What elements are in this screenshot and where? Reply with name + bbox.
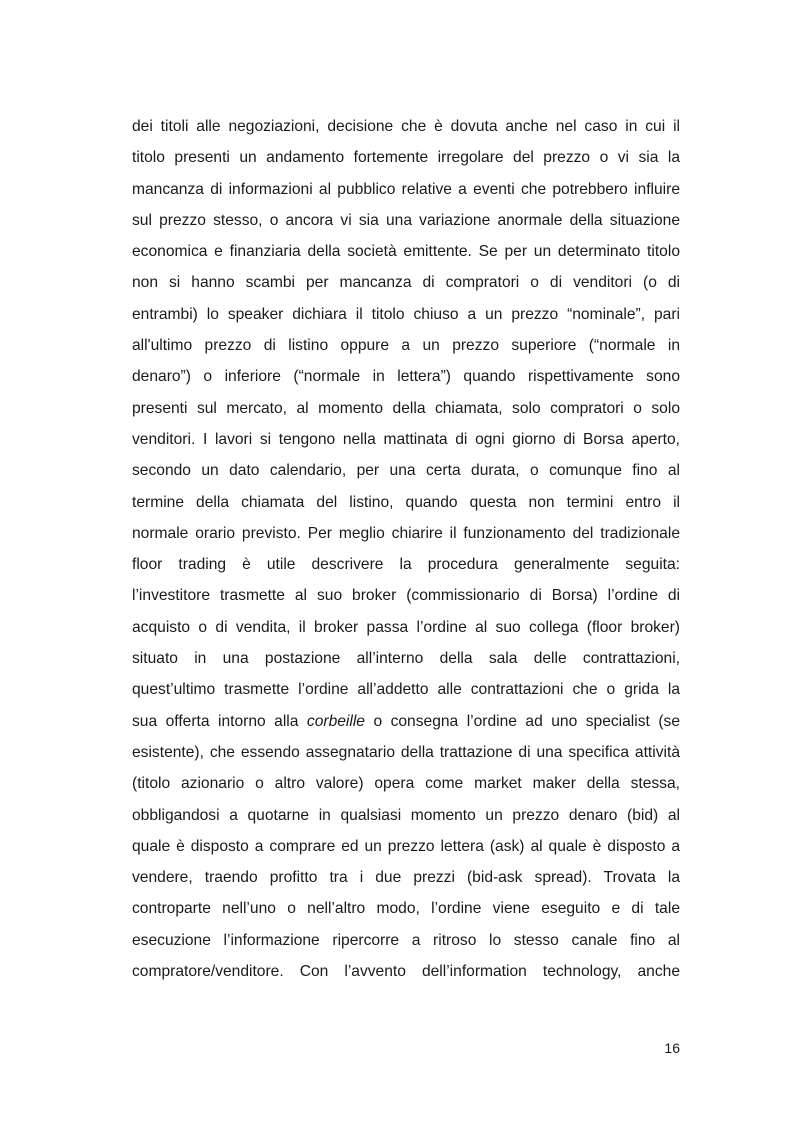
page-number: 16 [664,1040,680,1056]
text-line: situato in una postazione all’interno della sala delle contrattazioni, [132,650,680,668]
text-line: vendere, traendo profitto tra i due prezzi (bid-ask spread). Trovata la [132,869,680,887]
text-line: venditori. I lavori si tengono nella mattinata di ogni giorno di Borsa aperto, [132,430,680,448]
text-line: non si hanno scambi per mancanza di compratori o di venditori (o di [132,274,680,292]
text-line: sul prezzo stesso, o ancora vi sia una variazione anormale della situazione [132,211,680,229]
text-line: presenti sul mercato, al momento della chiamata, solo compratori o solo [132,399,680,417]
text-line: economica e finanziaria della società emittente. Se per un determinato titolo [132,243,680,261]
text-line: quest’ultimo trasmette l’ordine all’addetto alle contrattazioni che o grida la [132,681,680,699]
text-line: termine della chiamata del listino, quando questa non termini entro il [132,493,680,511]
text-line: mancanza di informazioni al pubblico relative a eventi che potrebbero influire [132,180,680,198]
text-line: titolo presenti un andamento fortemente irregolare del prezzo o vi sia la [132,149,680,167]
text-line: acquisto o di vendita, il broker passa l’ordine al suo collega (floor broker) [132,618,680,636]
text-line: denaro”) o inferiore (“normale in lettera”) quando rispettivamente sono [132,368,680,386]
text-line: normale orario previsto. Per meglio chiarire il funzionamento del tradizionale [132,524,680,542]
text-line: l’investitore trasmette al suo broker (commissionario di Borsa) l’ordine di [132,587,680,605]
text-line: secondo un dato calendario, per una certa durata, o comunque fino al [132,462,680,480]
text-line: controparte nell’uno o nell’altro modo, l’ordine viene eseguito e di tale [132,900,680,918]
text-line: esecuzione l’informazione ripercorre a ritroso lo stesso canale fino al [132,931,680,949]
text-line: (titolo azionario o altro valore) opera come market maker della stessa, [132,775,680,793]
text-line-with-italic [132,706,680,737]
text-line: obbligandosi a quotarne in qualsiasi momento un prezzo denaro (bid) al [132,806,680,824]
text-segment: o consegna l’ordine ad uno specialist (se [364,712,680,730]
text-line: compratore/venditore. Con l’avvento dell’information technology, anche [132,963,680,981]
text-line: esistente), che essendo assegnatario della trattazione di una specifica attività [132,743,680,761]
italic-term: corbeille [306,712,365,730]
text-segment: sua offerta intorno alla [132,712,307,730]
body-paragraph [132,111,680,987]
text-line: floor trading è utile descrivere la procedura generalmente seguita: [132,556,680,574]
text-line: all'ultimo prezzo di listino oppure a un prezzo superiore (“normale in [132,337,680,355]
text-line: dei titoli alle negoziazioni, decisione che è dovuta anche nel caso in cui il [132,118,680,135]
text-line: entrambi) lo speaker dichiara il titolo chiuso a un prezzo “nominale”, pari [132,305,680,323]
text-line: quale è disposto a comprare ed un prezzo lettera (ask) al quale è disposto a [132,837,680,855]
